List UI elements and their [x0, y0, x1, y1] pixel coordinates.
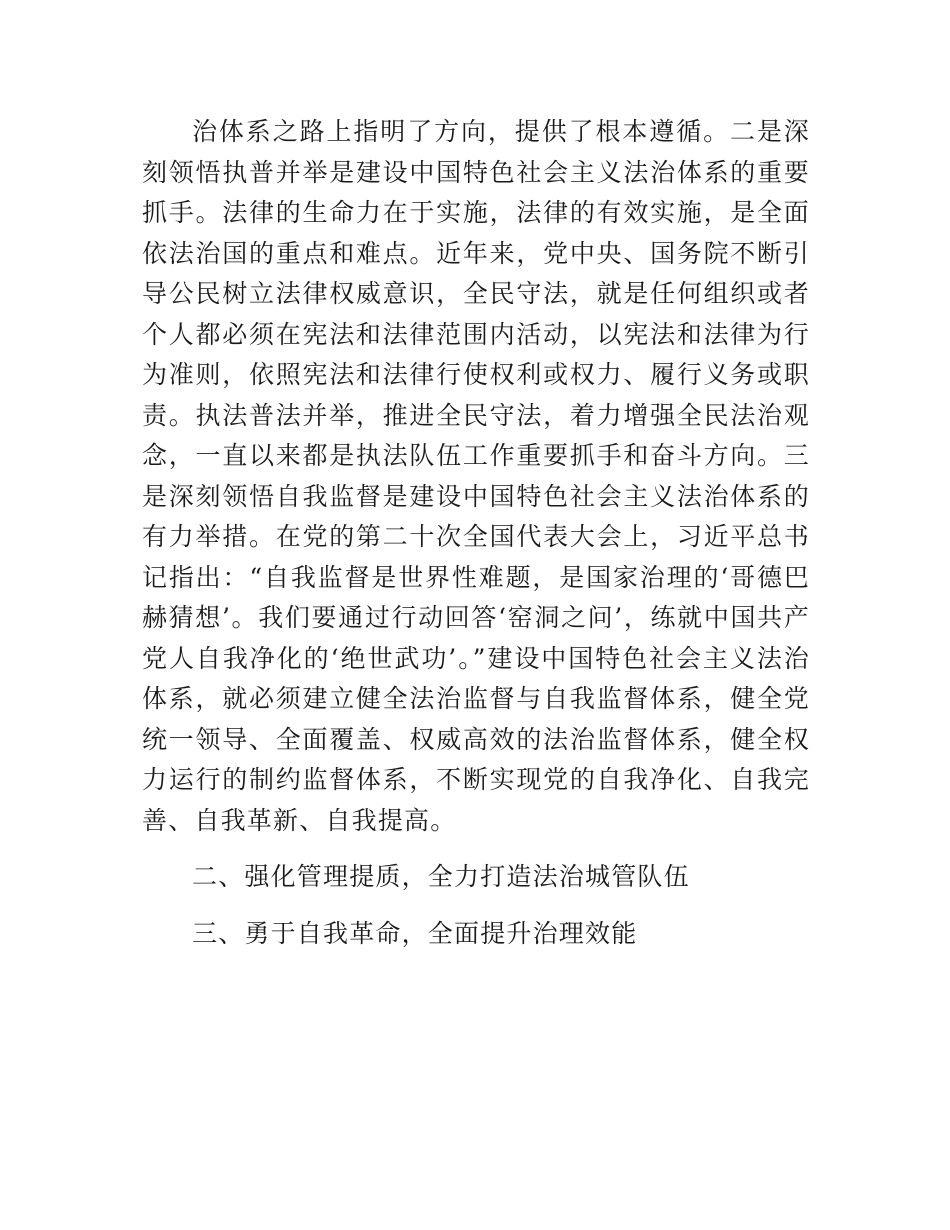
section-heading-three: 三、勇于自我革命，全面提升治理效能	[192, 918, 638, 948]
document-content	[142, 112, 810, 954]
body-paragraph: 治体系之路上指明了方向，提供了根本遵循。二是深刻领悟执普并举是建设中国特色社会主义法治体系的重要抓手。法律的生命力在于实施，法律的有效实施，是全面依法治国的重点和难点。近年来，党中央、国务院不断引导公民树立法律权威意识，全民守法，就是任何组织或者个人都必须在宪法和法律范围内活动，以宪法和法律为行为准则，依照宪法和法律行使权利或权力、履行义务或职责。执法普法并举，推进全民守法，着力增强全民法治观念，一直以来都是执法队伍工作重要抓手和奋斗方向。三是深刻领悟自我监督是建设中国特色社会主义法治体系的有力举措。在党的第二十次全国代表大会上，习近平总书记指出：“自我监督是世界性难题，是国家治理的‘哥德巴赫猜想’。我们要通过行动回答‘窑洞之问’，练就中国共产党人自我净化的‘绝世武功’。”建设中国特色社会主义法治体系，就必须建立健全法治监督与自我监督体系，健全党统一领导、全面覆盖、权威高效的法治监督体系，健全权力运行的制约监督体系，不断实现党的自我净化、自我完善、自我革新、自我提高。	[142, 117, 810, 835]
section-heading-two: 二、强化管理提质，全力打造法治城管队伍	[192, 862, 690, 891]
